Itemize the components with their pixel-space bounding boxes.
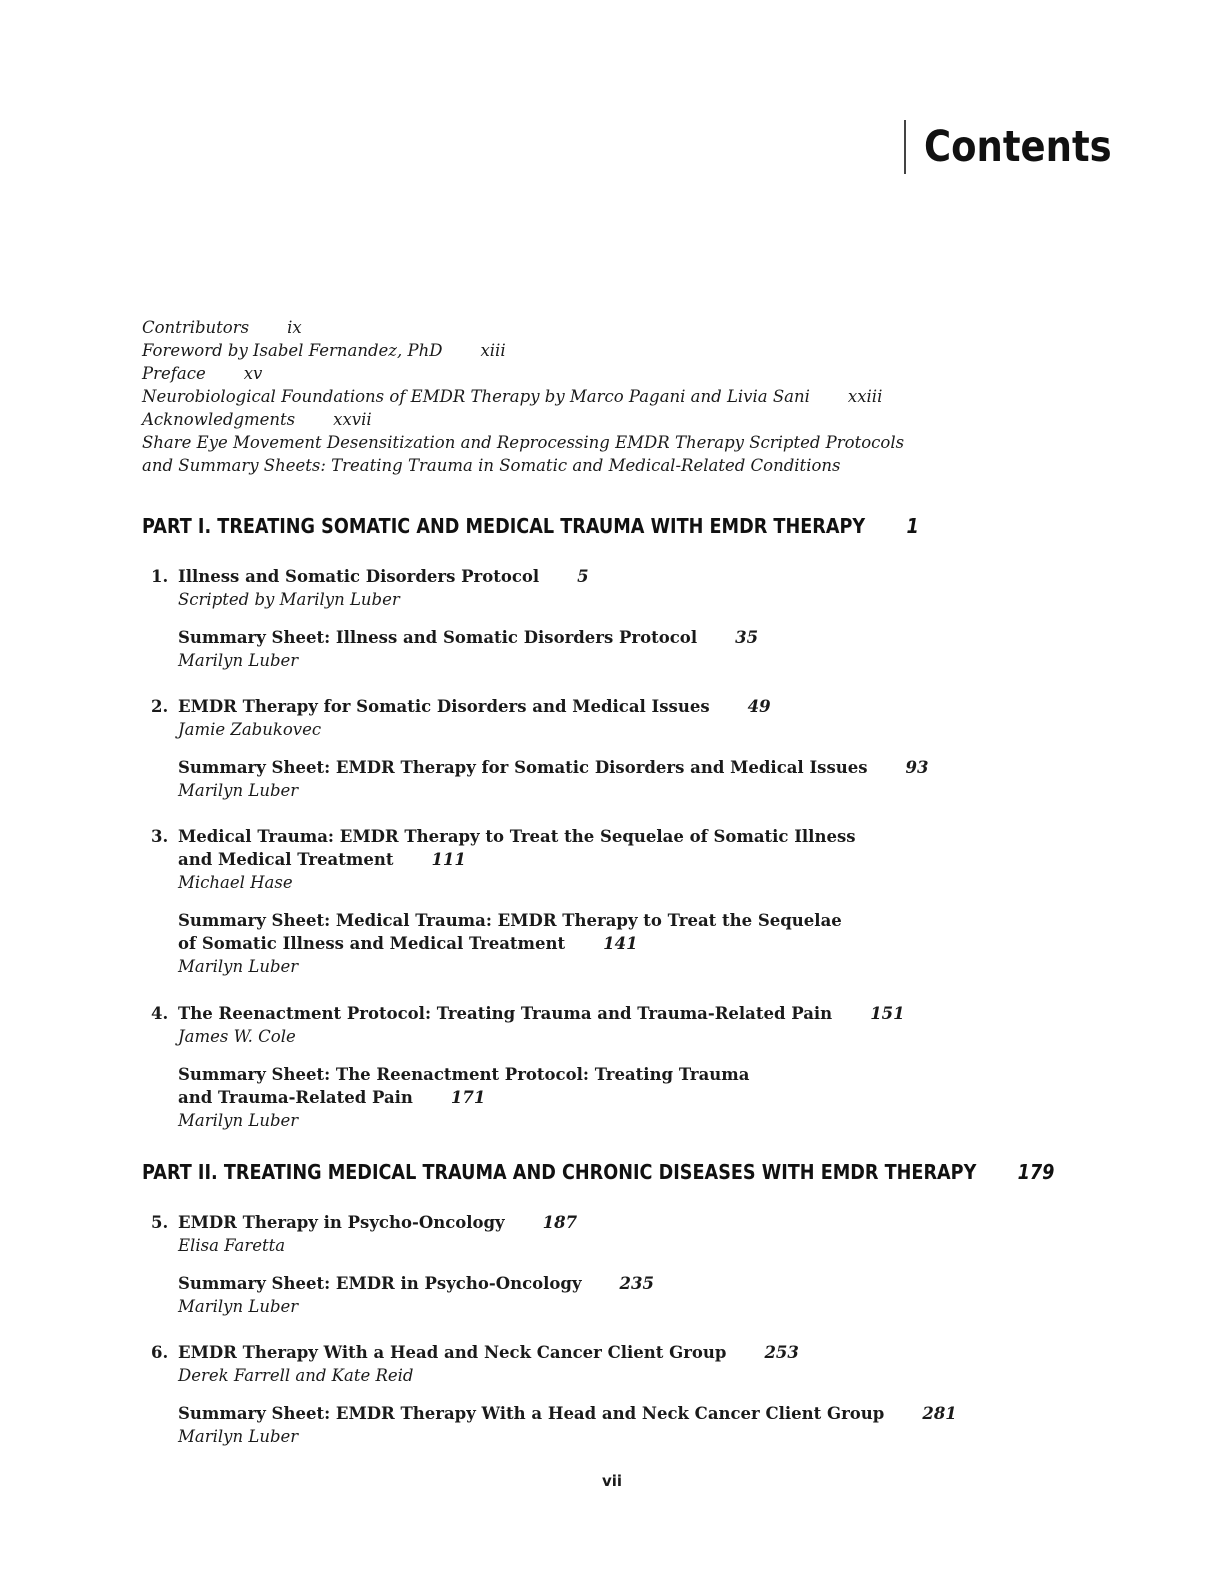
front-matter-text: Foreword by Isabel Fernandez, PhD (142, 341, 443, 360)
page-title: Contents (923, 122, 1112, 172)
entry-title: EMDR Therapy With a Head and Neck Cancer Client Group 253 (178, 1343, 799, 1362)
entry-title: Summary Sheet: Medical Trauma: EMDR Therapy to Treat the Sequelae (178, 911, 842, 930)
front-matter-item (142, 408, 1042, 431)
front-matter-page: xxvii (333, 410, 372, 429)
entry-page: 5 (577, 567, 589, 586)
toc-entry (178, 1272, 1078, 1318)
entry-title: and Trauma-Related Pain 171 (178, 1088, 486, 1107)
front-matter (142, 316, 1042, 477)
entry-author: James W. Cole (178, 1027, 296, 1046)
entry-author: Marilyn Luber (178, 1297, 299, 1316)
toc-entry (178, 756, 1078, 802)
entry-page: 281 (922, 1404, 957, 1423)
entry-author: Elisa Faretta (178, 1236, 286, 1255)
entry-title: Medical Trauma: EMDR Therapy to Treat the Sequelae of Somatic Illness (178, 827, 856, 846)
page-number: vii (601, 1472, 623, 1490)
front-matter-text: Neurobiological Foundations of EMDR Therapy by Marco Pagani and Livia Sani (142, 387, 810, 406)
part-page: 1 (906, 514, 919, 538)
front-matter-item (142, 385, 1042, 408)
entry-page: 93 (905, 758, 929, 777)
entry-author: Marilyn Luber (178, 957, 299, 976)
entry-author: Marilyn Luber (178, 651, 299, 670)
front-matter-text: Contributors (142, 318, 250, 337)
part-heading (142, 514, 919, 538)
title-block (904, 120, 1142, 174)
toc-entry (151, 1211, 1078, 1257)
entry-author: Michael Hase (178, 873, 293, 892)
entry-title: Summary Sheet: The Reenactment Protocol: Treating Trauma (178, 1065, 750, 1084)
entry-page: 187 (542, 1213, 578, 1232)
chapter-number: 4. (151, 1004, 169, 1023)
entry-author: Marilyn Luber (178, 1427, 299, 1446)
entry-page: 49 (747, 697, 771, 716)
toc-entry (178, 1402, 1078, 1448)
front-matter-item (142, 454, 1042, 477)
toc-entry (151, 1002, 1078, 1048)
toc-entry (151, 825, 1078, 894)
entry-title: Illness and Somatic Disorders Protocol 5 (178, 567, 589, 586)
entry-title: Summary Sheet: EMDR Therapy With a Head and Neck Cancer Client Group 281 (178, 1404, 957, 1423)
front-matter-page: xxiii (847, 387, 883, 406)
part-title: PART II. TREATING MEDICAL TRAUMA AND CHRONIC DISEASES WITH EMDR THERAPY (142, 1160, 977, 1184)
entry-title: Summary Sheet: Illness and Somatic Disorders Protocol 35 (178, 628, 759, 647)
front-matter-item (142, 339, 1042, 362)
entry-page: 35 (735, 628, 759, 647)
entry-title: The Reenactment Protocol: Treating Trauma and Trauma-Related Pain 151 (178, 1004, 905, 1023)
front-matter-text: Acknowledgments (142, 410, 296, 429)
entry-page: 171 (450, 1088, 486, 1107)
chapter-number: 5. (151, 1213, 169, 1232)
front-matter-item (142, 362, 1042, 385)
toc-entry (151, 695, 1078, 741)
entry-title: EMDR Therapy for Somatic Disorders and Medical Issues 49 (178, 697, 771, 716)
entry-author: Scripted by Marilyn Luber (178, 590, 400, 609)
front-matter-item (142, 431, 1042, 454)
front-matter-text: Share Eye Movement Desensitization and Reprocessing EMDR Therapy Scripted Protocols (142, 433, 905, 452)
entry-author: Jamie Zabukovec (178, 720, 322, 739)
entry-title: EMDR Therapy in Psycho-Oncology 187 (178, 1213, 578, 1232)
toc-entry (178, 909, 1078, 978)
title-rule (904, 120, 906, 174)
entry-page: 141 (603, 934, 638, 953)
entry-page: 151 (870, 1004, 905, 1023)
front-matter-page: ix (287, 318, 302, 337)
front-matter-page: xv (243, 364, 263, 383)
entry-author: Marilyn Luber (178, 781, 299, 800)
entry-page: 111 (431, 850, 466, 869)
entry-page: 235 (619, 1274, 654, 1293)
toc-entry (178, 626, 1078, 672)
part-page: 179 (1017, 1160, 1055, 1184)
chapter-number: 2. (151, 697, 169, 716)
toc-entry (151, 1341, 1078, 1387)
entry-author: Derek Farrell and Kate Reid (178, 1366, 414, 1385)
entry-title: and Medical Treatment 111 (178, 850, 466, 869)
toc-entry (178, 1063, 1078, 1132)
entry-page: 253 (764, 1343, 799, 1362)
chapter-number: 3. (151, 827, 169, 846)
front-matter-text: Preface (142, 364, 206, 383)
chapter-number: 6. (151, 1343, 169, 1362)
entry-title: Summary Sheet: EMDR in Psycho-Oncology 235 (178, 1274, 654, 1293)
entry-title: of Somatic Illness and Medical Treatment 141 (178, 934, 638, 953)
front-matter-text: and Summary Sheets: Treating Trauma in Somatic and Medical-Related Conditions (142, 456, 841, 475)
part-heading (142, 1160, 1054, 1184)
front-matter-page: xiii (480, 341, 506, 360)
toc-entry (151, 565, 1078, 611)
entry-title: Summary Sheet: EMDR Therapy for Somatic Disorders and Medical Issues 93 (178, 758, 929, 777)
front-matter-item (142, 316, 1042, 339)
entry-author: Marilyn Luber (178, 1111, 299, 1130)
part-title: PART I. TREATING SOMATIC AND MEDICAL TRAUMA WITH EMDR THERAPY (142, 514, 866, 538)
chapter-number: 1. (151, 567, 169, 586)
